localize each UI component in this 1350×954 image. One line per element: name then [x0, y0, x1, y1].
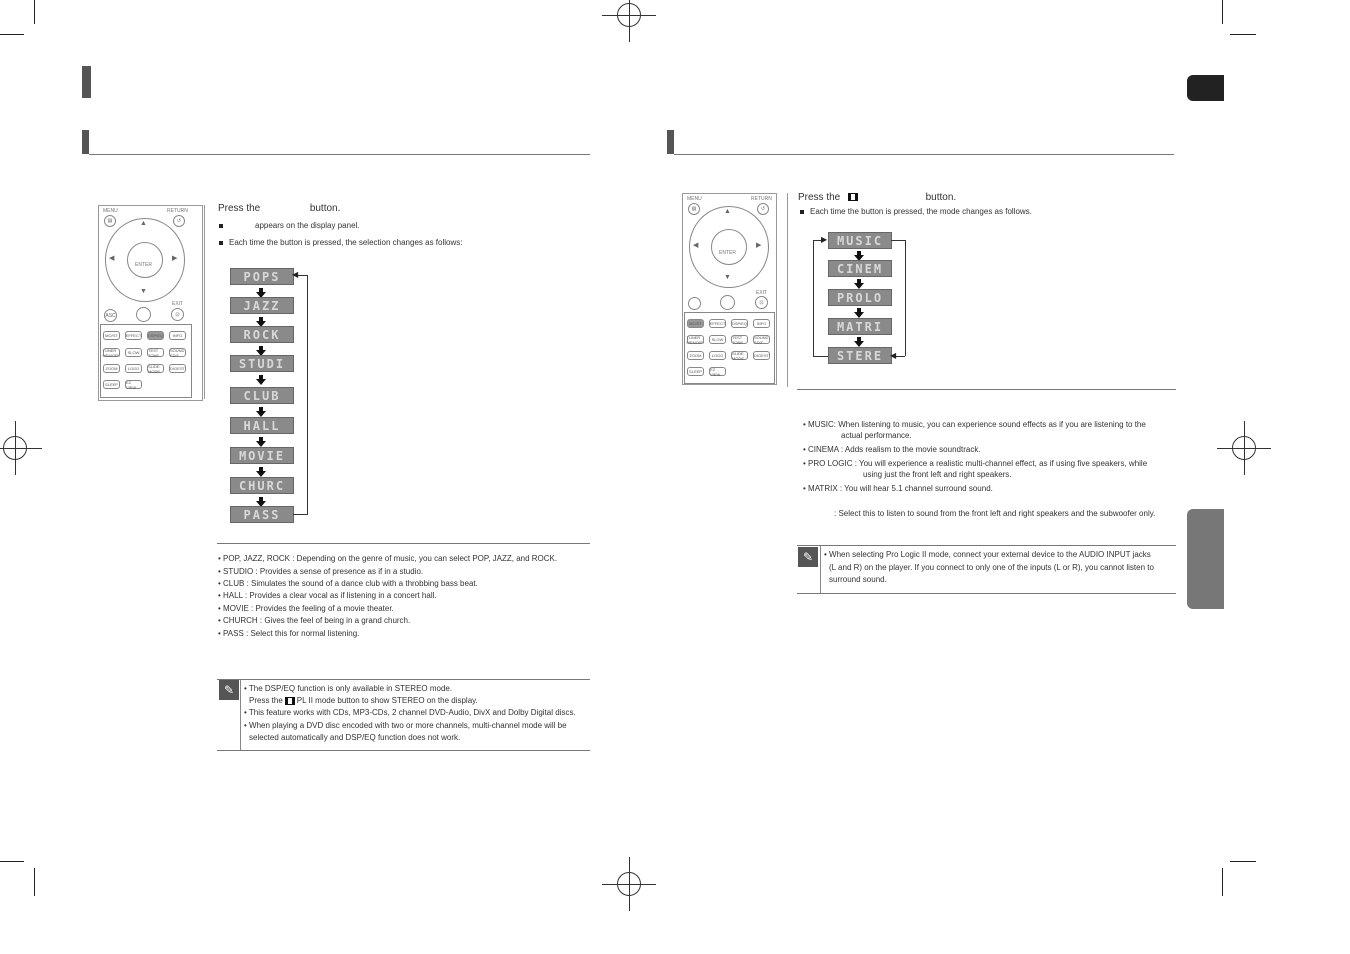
remote-key: TUNER MEMORY	[102, 347, 121, 358]
mode-description: • POP, JAZZ, ROCK : Depending on the genre of music, you can select POP, JAZZ, and ROCK.	[218, 554, 558, 563]
enter-button	[127, 242, 163, 278]
press-text: Press the	[798, 192, 841, 203]
crop-mark	[1230, 34, 1256, 35]
arrow-right-icon: ▶	[172, 255, 178, 262]
registration-mark	[3, 436, 27, 460]
remote-key: MO/ST	[103, 331, 120, 340]
arrow-down-icon: ▼	[140, 288, 147, 295]
mode-description: • CHURCH : Gives the feel of being in a grand church.	[218, 616, 411, 625]
press-instruction-left	[218, 203, 340, 214]
remote-key: EFFECT	[709, 321, 726, 326]
enter-label: ENTER	[719, 250, 736, 256]
note-text: • When selecting Pro Logic II mode, connect your external device to the AUDIO INPUT jacks	[824, 550, 1151, 559]
pencil-note-icon: ✎	[798, 547, 818, 567]
crop-mark	[1222, 0, 1223, 24]
remote-key: SLEEP	[687, 367, 704, 376]
remote-key: TUNER MEMORY	[686, 334, 705, 345]
arrow-up-icon: ▲	[140, 220, 147, 227]
exit-label: EXIT	[756, 290, 768, 296]
arrow-right-icon: ▶	[756, 242, 762, 249]
remote-key: SLIDE MODE	[731, 351, 748, 360]
loop-line	[813, 356, 828, 357]
round-button	[136, 307, 151, 322]
arrow-down-icon: ▼	[724, 274, 731, 281]
divider	[797, 389, 1176, 390]
remote-key: EFFECT	[125, 333, 142, 338]
press-instruction-right	[798, 192, 956, 203]
crop-mark	[0, 861, 24, 862]
note-text-part: Press the	[249, 696, 283, 705]
remote-key: LOGO	[709, 351, 726, 360]
section-title-bar-right	[667, 130, 674, 154]
lcd-mode: MATRI	[828, 318, 892, 335]
crop-mark	[0, 34, 24, 35]
pro-logic-icon	[285, 697, 295, 705]
mode-description: • MATRIX : You will hear 5.1 channel surround sound.	[803, 484, 993, 493]
remote-illustration-left	[98, 205, 203, 401]
lcd-mode: CINEM	[828, 260, 892, 277]
menu-label: MENU	[103, 208, 118, 214]
arrow-left-icon: ◀	[109, 255, 115, 262]
remote-key: SLIDE MODE	[147, 364, 164, 373]
remote-key: EZ VIEW	[125, 380, 142, 389]
remote-key: SLEEP	[103, 380, 120, 389]
remote-key: EZ VIEW	[709, 367, 726, 376]
bullet-text: appears on the display panel.	[255, 221, 360, 230]
mode-description: actual performance.	[841, 431, 912, 440]
mode-description: • PASS : Select this for normal listening.	[218, 629, 360, 638]
remote-key: TEST TONE	[147, 348, 164, 357]
mode-description: : Select this to listen to sound from the front left and right speakers and the subwoofer only.	[834, 509, 1156, 518]
note-text: (L and R) on the player. If you connect to only one of the inputs (L or R), you cannot listen to	[829, 563, 1154, 572]
menu-button: ▤	[104, 215, 116, 227]
loop-line	[891, 240, 905, 241]
lcd-mode: PASS	[230, 506, 294, 523]
divider	[217, 543, 590, 544]
dsp-eq-key: DSP/EQ	[147, 333, 164, 338]
note-text: surround sound.	[829, 575, 887, 584]
return-button: ↺	[173, 215, 185, 227]
remote-key: INFO	[753, 319, 770, 328]
bullet-mode-change	[800, 207, 1032, 216]
enter-label: ENTER	[135, 262, 152, 268]
arrow-down-icon	[256, 379, 266, 385]
section-title-bar-left	[82, 130, 89, 154]
pencil-note-icon: ✎	[219, 680, 239, 700]
registration-mark	[617, 3, 641, 27]
arrow-up-icon: ▲	[724, 208, 731, 215]
note-text	[249, 696, 478, 705]
crop-mark	[34, 868, 35, 896]
return-label: RETURN	[167, 208, 188, 214]
loop-line	[813, 240, 814, 356]
remote-illustration-right	[682, 193, 777, 385]
remote-key: DSP/EQ	[731, 321, 748, 326]
remote-key: TEST TONE	[731, 335, 748, 344]
registration-mark	[617, 872, 641, 896]
note-text-part: PL II mode button to show STEREO on the display.	[296, 696, 478, 705]
lcd-mode: PROLO	[828, 289, 892, 306]
remote-key: DIGEST	[754, 353, 769, 358]
section-tab	[1187, 509, 1224, 609]
lcd-mode: CHURC	[230, 477, 294, 494]
mode-description: • CLUB : Simulates the sound of a dance club with a throbbing bass beat.	[218, 579, 478, 588]
exit-button: ⊡	[171, 308, 184, 321]
bullet-selection-change	[219, 238, 462, 247]
mode-description: • HALL : Provides a clear vocal as if listening in a concert hall.	[218, 591, 437, 600]
menu-label: MENU	[687, 196, 702, 202]
loop-line	[293, 514, 307, 515]
return-button: ↺	[757, 203, 769, 215]
remote-key: ZOOM	[103, 364, 120, 373]
lcd-mode: POPS	[230, 268, 294, 285]
remote-key: DIGEST	[170, 366, 185, 371]
round-button	[688, 297, 701, 310]
press-text: Press the	[218, 203, 261, 214]
pro-logic-icon	[848, 193, 858, 201]
mode-description: • STUDIO : Provides a sense of presence as if in a studio.	[218, 567, 424, 576]
note-top-rule	[217, 679, 590, 680]
note-text: selected automatically and DSP/EQ function does not work.	[249, 733, 461, 742]
loop-arrow-icon: ◀	[292, 270, 299, 279]
bullet-text: Each time the button is pressed, the selection changes as follows:	[229, 238, 463, 247]
pl-mode-key: MO/ST	[687, 319, 704, 328]
lcd-mode: ROCK	[230, 326, 294, 343]
section-rule-left	[89, 154, 590, 155]
remote-key: SOUND EDIT	[754, 334, 769, 345]
mode-description: using just the front left and right speakers.	[863, 470, 1012, 479]
loop-arrow-icon: ◀	[890, 351, 897, 360]
remote-divider	[787, 193, 788, 387]
loop-line	[905, 240, 906, 356]
remote-key: ZOOM	[687, 351, 704, 360]
note-top-rule	[797, 545, 1176, 546]
lcd-mode: HALL	[230, 417, 294, 434]
crop-mark	[1230, 861, 1256, 862]
remote-key: SOUND EDIT	[170, 347, 185, 358]
bullet-text: Each time the button is pressed, the mode changes as follows.	[810, 207, 1032, 216]
enter-button	[711, 229, 747, 265]
lcd-mode: STERE	[828, 347, 892, 364]
remote-key: SLOW	[709, 335, 726, 344]
note-text: • The DSP/EQ function is only available in STEREO mode.	[244, 684, 453, 693]
round-button: ASC	[104, 309, 117, 322]
lcd-mode: JAZZ	[230, 297, 294, 314]
mode-description: • CINEMA : Adds realism to the movie soundtrack.	[803, 445, 981, 454]
remote-key: SLOW	[125, 348, 142, 357]
note-bottom-rule	[217, 750, 590, 751]
lcd-mode: MOVIE	[230, 447, 294, 464]
mode-description: • PRO LOGIC : You will experience a realistic multi-channel effect, as if using five speakers, while	[803, 459, 1148, 468]
exit-label: EXIT	[172, 301, 184, 307]
note-text: • When playing a DVD disc encoded with two or more channels, multi-channel mode will be	[244, 721, 567, 730]
lcd-mode: STUDI	[230, 355, 294, 372]
page-title-bar	[82, 66, 91, 98]
loop-arrow-icon: ▶	[821, 235, 828, 244]
note-text: • This feature works with CDs, MP3-CDs, 2 channel DVD-Audio, DivX and Dolby Digital discs.	[244, 708, 576, 717]
menu-button: ▤	[688, 203, 700, 215]
bullet-display-panel	[219, 221, 360, 230]
note-divider	[820, 546, 821, 593]
exit-button: ⊡	[755, 296, 768, 309]
note-divider	[240, 680, 241, 750]
crop-mark	[34, 0, 35, 24]
mode-description: • MUSIC: When listening to music, you can experience sound effects as if you are listening to the	[803, 420, 1146, 429]
arrow-left-icon: ◀	[693, 242, 699, 249]
return-label: RETURN	[751, 196, 772, 202]
lcd-mode: MUSIC	[828, 232, 892, 249]
round-button	[720, 295, 735, 310]
mode-description: • MOVIE : Provides the feeling of a movie theater.	[218, 604, 394, 613]
crop-mark	[1222, 868, 1223, 896]
registration-mark	[1232, 436, 1256, 460]
press-text: button.	[925, 192, 957, 203]
note-bottom-rule	[797, 593, 1176, 594]
remote-divider	[204, 205, 205, 399]
lcd-mode: CLUB	[230, 387, 294, 404]
remote-key: INFO	[169, 331, 186, 340]
remote-key: LOGO	[125, 364, 142, 373]
loop-line	[307, 275, 308, 515]
press-text: button.	[309, 203, 341, 214]
chapter-tab	[1187, 75, 1224, 101]
section-rule-right	[674, 154, 1174, 155]
